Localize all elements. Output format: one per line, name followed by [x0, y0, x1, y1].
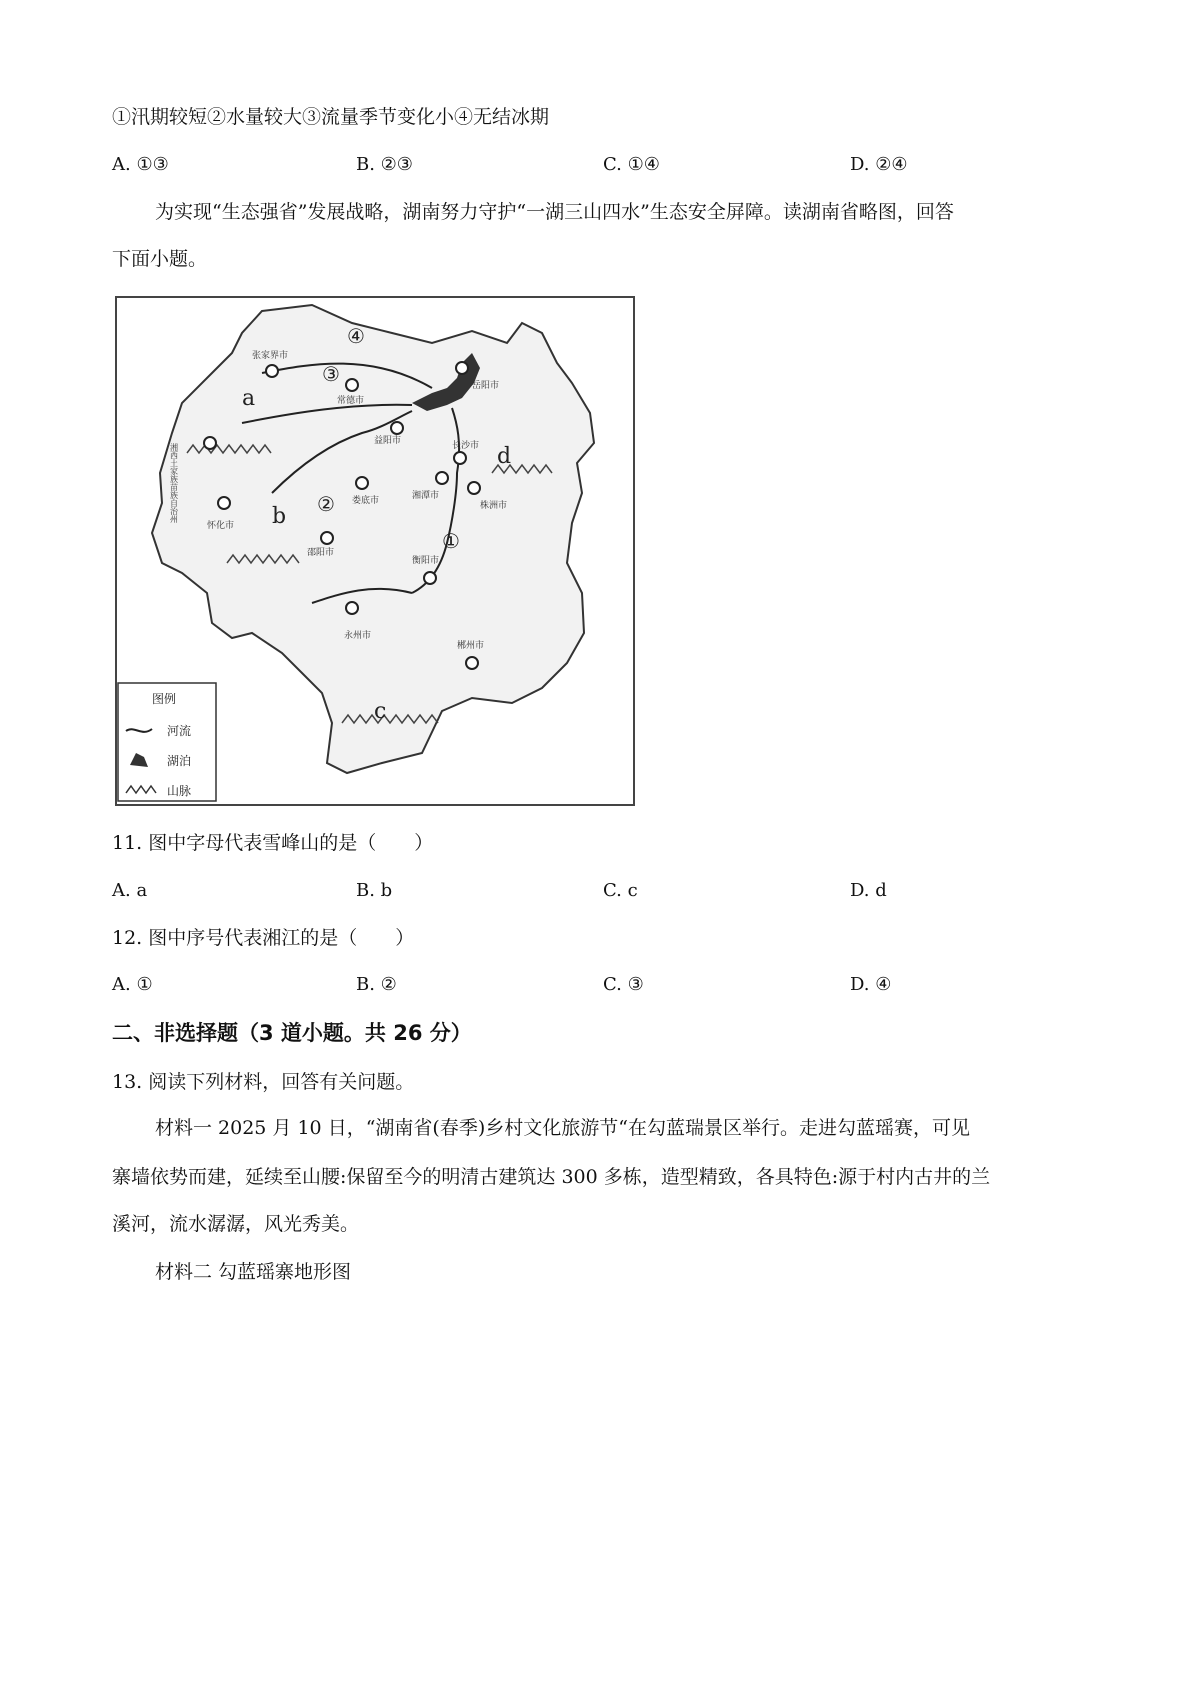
q13-stem: 13. 阅读下列材料，回答有关问题。 [112, 1071, 415, 1093]
map-legend [118, 683, 216, 801]
map-river-2: ② [317, 492, 335, 516]
q11-stem: 11. 图中字母代表雪峰山的是（ ） [112, 832, 434, 854]
map-city-label: 岳阳市 [472, 381, 500, 391]
q12-option-a[interactable]: A. ① [112, 974, 153, 995]
map-letter-b: b [272, 504, 287, 529]
q10-statements: ①汛期较短②水量较大③流量季节变化小④无结冰期 [112, 106, 550, 128]
q13-material1-line1: 材料一 2025 月 10 日，“湖南省(春季)乡村文化旅游节“在勾蓝瑞景区举行。走进勾蓝瑶赛，可见 [155, 1117, 970, 1139]
map-river-4: ④ [347, 324, 365, 348]
q12-option-b[interactable]: B. ② [356, 974, 397, 995]
city-jishou [204, 437, 216, 449]
intro-line-2: 下面小题。 [112, 248, 208, 270]
hunan-map [112, 293, 638, 809]
map-city-label: 常德市 [337, 396, 365, 406]
map-letter-d: d [497, 444, 512, 469]
map-city-label: 怀化市 [207, 521, 235, 531]
legend-river: 河流 [167, 724, 192, 738]
city-xiangtan [436, 472, 448, 484]
map-city-label: 长沙市 [452, 441, 480, 451]
city-shaoyang [321, 532, 333, 544]
q10-option-d[interactable]: D. ②④ [850, 154, 908, 175]
map-city-label: 永州市 [344, 631, 372, 641]
city-hengyang [424, 572, 436, 584]
q13-material1-line2: 寨墙依势而建，延续至山腰:保留至今的明清古建筑达 300 多栋，造型精致，各具特色:源于村内古井的兰 [112, 1166, 991, 1188]
legend-title: 图例 [152, 692, 177, 706]
map-river-1: ① [442, 529, 460, 553]
q11-option-b[interactable]: B. b [356, 880, 393, 901]
city-huaihua [218, 497, 230, 509]
map-city-label: 娄底市 [352, 496, 380, 506]
city-zhangjiajie [266, 365, 278, 377]
q12-stem: 12. 图中序号代表湘江的是（ ） [112, 927, 415, 949]
city-yiyang [391, 422, 403, 434]
map-city-label: 衡阳市 [412, 556, 440, 566]
city-changsha [454, 452, 466, 464]
map-city-label: 郴州市 [457, 641, 485, 651]
map-letter-c: c [374, 699, 387, 724]
map-city-label: 益阳市 [374, 436, 402, 446]
q12-option-c[interactable]: C. ③ [603, 974, 644, 995]
city-yueyang [456, 362, 468, 374]
legend-mountain: 山脉 [167, 784, 192, 798]
city-chenzhou [466, 657, 478, 669]
map-river-3: ③ [322, 362, 340, 386]
q11-option-d[interactable]: D. d [850, 880, 887, 901]
q10-option-a[interactable]: A. ①③ [112, 154, 169, 175]
city-zhuzhou [468, 482, 480, 494]
city-yongzhou [346, 602, 358, 614]
intro-line-1: 为实现“生态强省”发展战略，湖南努力守护“一湖三山四水”生态安全屏障。读湖南省略图，回答 [155, 201, 954, 223]
section-2-heading: 二、非选择题（3 道小题。共 26 分） [112, 1021, 472, 1045]
city-loudi [356, 477, 368, 489]
map-city-label: 湘西土家族苗族自治州 [169, 443, 179, 523]
q10-option-b[interactable]: B. ②③ [356, 154, 413, 175]
map-city-label: 湘潭市 [412, 491, 440, 501]
map-city-label: 张家界市 [252, 351, 289, 361]
q13-material1-line3: 溪河，流水潺潺，风光秀美。 [112, 1213, 360, 1235]
q12-option-d[interactable]: D. ④ [850, 974, 892, 995]
map-letter-a: a [242, 386, 256, 411]
map-city-label: 株洲市 [480, 501, 508, 511]
legend-lake: 湖泊 [167, 754, 192, 768]
q10-option-c[interactable]: C. ①④ [603, 154, 660, 175]
city-changde [346, 379, 358, 391]
q13-material2: 材料二 勾蓝瑶寨地形图 [155, 1261, 352, 1283]
q11-option-c[interactable]: C. c [603, 880, 638, 901]
q11-option-a[interactable]: A. a [112, 880, 148, 901]
map-city-label: 邵阳市 [307, 548, 335, 558]
